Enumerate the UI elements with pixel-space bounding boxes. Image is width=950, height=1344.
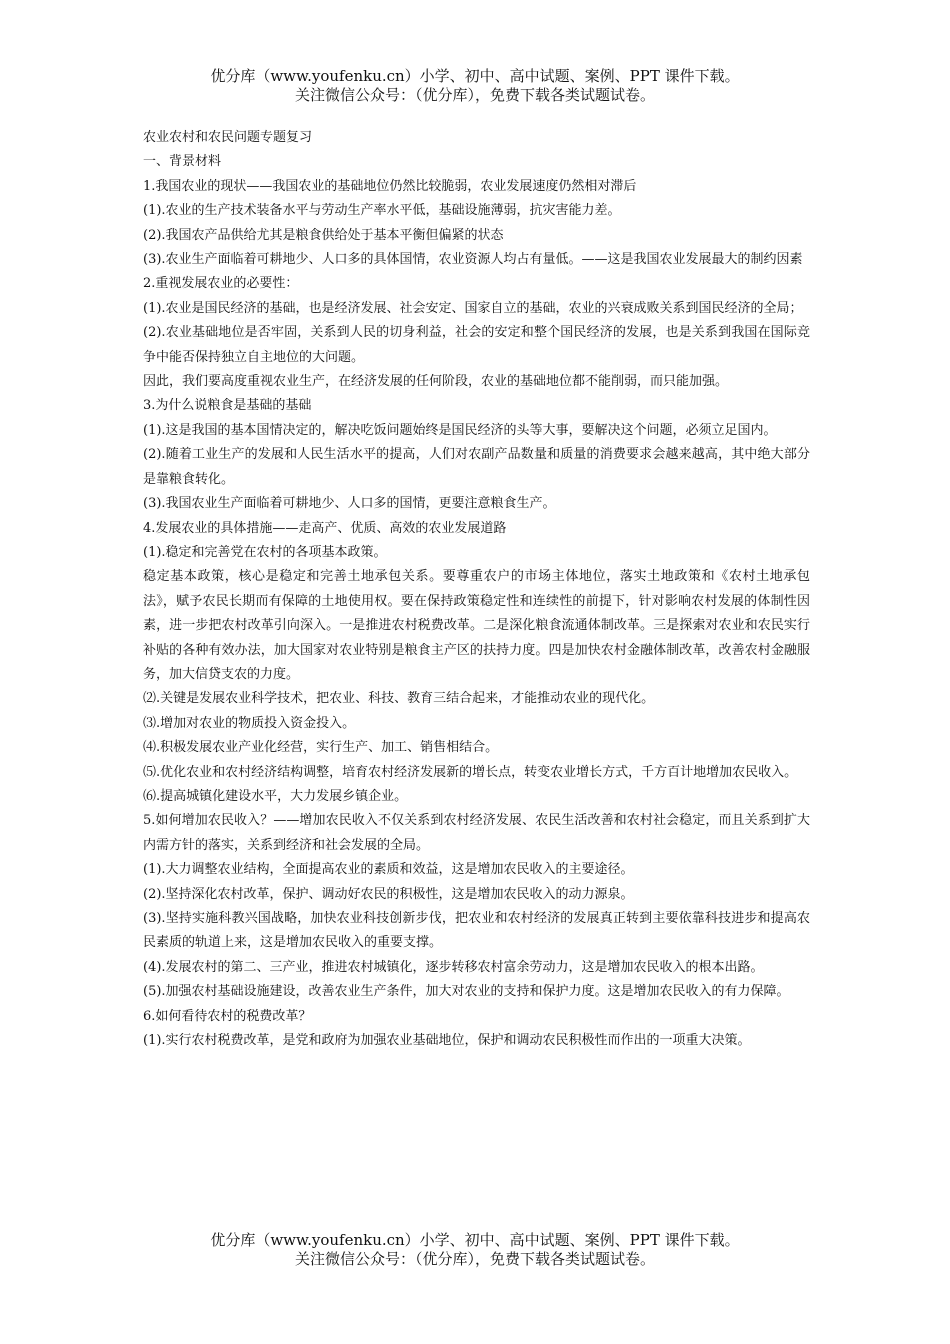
- paragraph: (1).稳定和完善党在农村的各项基本政策。: [143, 544, 387, 560]
- document-title: 农业农村和农民问题专题复习: [143, 130, 313, 145]
- footer-line-2: 关注微信公众号：（优分库），免费下载各类试题试卷。: [294, 1250, 655, 1268]
- footer-banner: [0, 1231, 950, 1269]
- paragraph: (1).农业的生产技术装备水平与劳动生产率水平低，基础设施薄弱，抗灾害能力差。: [143, 203, 621, 219]
- paragraph: (5).加强农村基础设施建设，改善农业生产条件，加大对农业的支持和保护力度。这是增加农民收入的有力保障。: [143, 984, 790, 1000]
- paragraph: (2).随着工业生产的发展和人民生活水平的提高，人们对农副产品数量和质量的消费要求会越来越高，其中绝大部分是靠粮食转化。: [143, 447, 810, 487]
- paragraph: (3).农业生产面临着可耕地少、人口多的具体国情，农业资源人均占有量低。——这是我国农业发展最大的制约因素: [143, 252, 803, 268]
- subheading: 3.为什么说粮食是基础的基础: [143, 398, 312, 414]
- section-heading: 一、背景材料: [143, 154, 222, 170]
- paragraph: (1).大力调整农业结构，全面提高农业的素质和效益，这是增加农民收入的主要途径。: [143, 862, 634, 878]
- paragraph: (3).我国农业生产面临着可耕地少、人口多的国情，更要注意粮食生产。: [143, 496, 556, 512]
- subheading: 4.发展农业的具体措施——走高产、优质、高效的农业发展道路: [143, 520, 507, 536]
- paragraph: (2).坚持深化农村改革，保护、调动好农民的积极性，这是增加农民收入的动力源泉。: [143, 886, 634, 902]
- paragraph: ⑵.关键是发展农业科学技术，把农业、科技、教育三结合起来，才能推动农业的现代化。: [143, 691, 655, 707]
- paragraph: (1).实行农村税费改革，是党和政府为加强农业基础地位，保护和调动农民积极性而作出的一项重大决策。: [143, 1033, 751, 1049]
- paragraph: (2).我国农产品供给尤其是粮食供给处于基本平衡但偏紧的状态: [143, 227, 504, 243]
- paragraph: 稳定基本政策，核心是稳定和完善土地承包关系。要尊重农户的市场主体地位，落实土地政策和《农村土地承包法》，赋予农民长期而有保障的土地使用权。要在保持政策稳定性和连续性的前提下，针对影响农村发展的体制性因素，进一步把农村改革引向深入。一是推进农村税费改革。二是深化粮食流通体制改革。三是探索对农业和农民实行补贴的各种有效办法，加大国家对农业特别是粮食主产区的扶持力度。四是加快农村金融体制改革，改善农村金融服务，加大信贷支农的力度。: [143, 569, 810, 682]
- paragraph: ⑶.增加对农业的物质投入资金投入。: [143, 715, 356, 731]
- subheading: 2.重视发展农业的必要性：: [143, 276, 299, 292]
- subheading: 5.如何增加农民收入？——增加农民收入不仅关系到农村经济发展、农民生活改善和农村社会稳定，而且关系到扩大内需方针的落实，关系到经济和社会发展的全局。: [143, 813, 810, 853]
- paragraph: (1).农业是国民经济的基础，也是经济发展、社会安定、国家自立的基础，农业的兴衰成败关系到国民经济的全局；: [143, 300, 803, 316]
- paragraph: (1).这是我国的基本国情决定的，解决吃饭问题始终是国民经济的头等大事，要解决这个问题，必须立足国内。: [143, 422, 777, 438]
- paragraph: ⑹.提高城镇化建设水平，大力发展乡镇企业。: [143, 788, 408, 804]
- header-line-1: 优分库（www.youfenku.cn）小学、初中、高中试题、案例、PPT 课件下载。: [210, 67, 740, 85]
- paragraph: (3).坚持实施科教兴国战略，加快农业科技创新步伐，把农业和农村经济的发展真正转到主要依靠科技进步和提高农民素质的轨道上来，这是增加农民收入的重要支撑。: [143, 911, 810, 951]
- subheading: 1.我国农业的现状——我国农业的基础地位仍然比较脆弱，农业发展速度仍然相对滞后: [143, 178, 637, 194]
- document-body: [143, 126, 810, 1053]
- subheading: 6.如何看待农村的税费改革？: [143, 1008, 312, 1024]
- paragraph: ⑸.优化农业和农村经济结构调整，培育农村经济发展新的增长点，转变农业增长方式，千方百计地增加农民收入。: [143, 764, 798, 780]
- header-banner: [0, 67, 950, 105]
- header-line-2: 关注微信公众号：（优分库），免费下载各类试题试卷。: [294, 86, 655, 104]
- paragraph: (4).发展农村的第二、三产业，推进农村城镇化，逐步转移农村富余劳动力，这是增加农民收入的根本出路。: [143, 959, 764, 975]
- paragraph: ⑷.积极发展农业产业化经营，实行生产、加工、销售相结合。: [143, 740, 499, 756]
- paragraph: (2).农业基础地位是否牢固，关系到人民的切身利益，社会的安定和整个国民经济的发展，也是关系到我国在国际竞争中能否保持独立自主地位的大问题。: [143, 325, 810, 365]
- paragraph: 因此，我们要高度重视农业生产，在经济发展的任何阶段，农业的基础地位都不能削弱，而只能加强。: [143, 374, 729, 390]
- footer-line-1: 优分库（www.youfenku.cn）小学、初中、高中试题、案例、PPT 课件下载。: [210, 1231, 740, 1249]
